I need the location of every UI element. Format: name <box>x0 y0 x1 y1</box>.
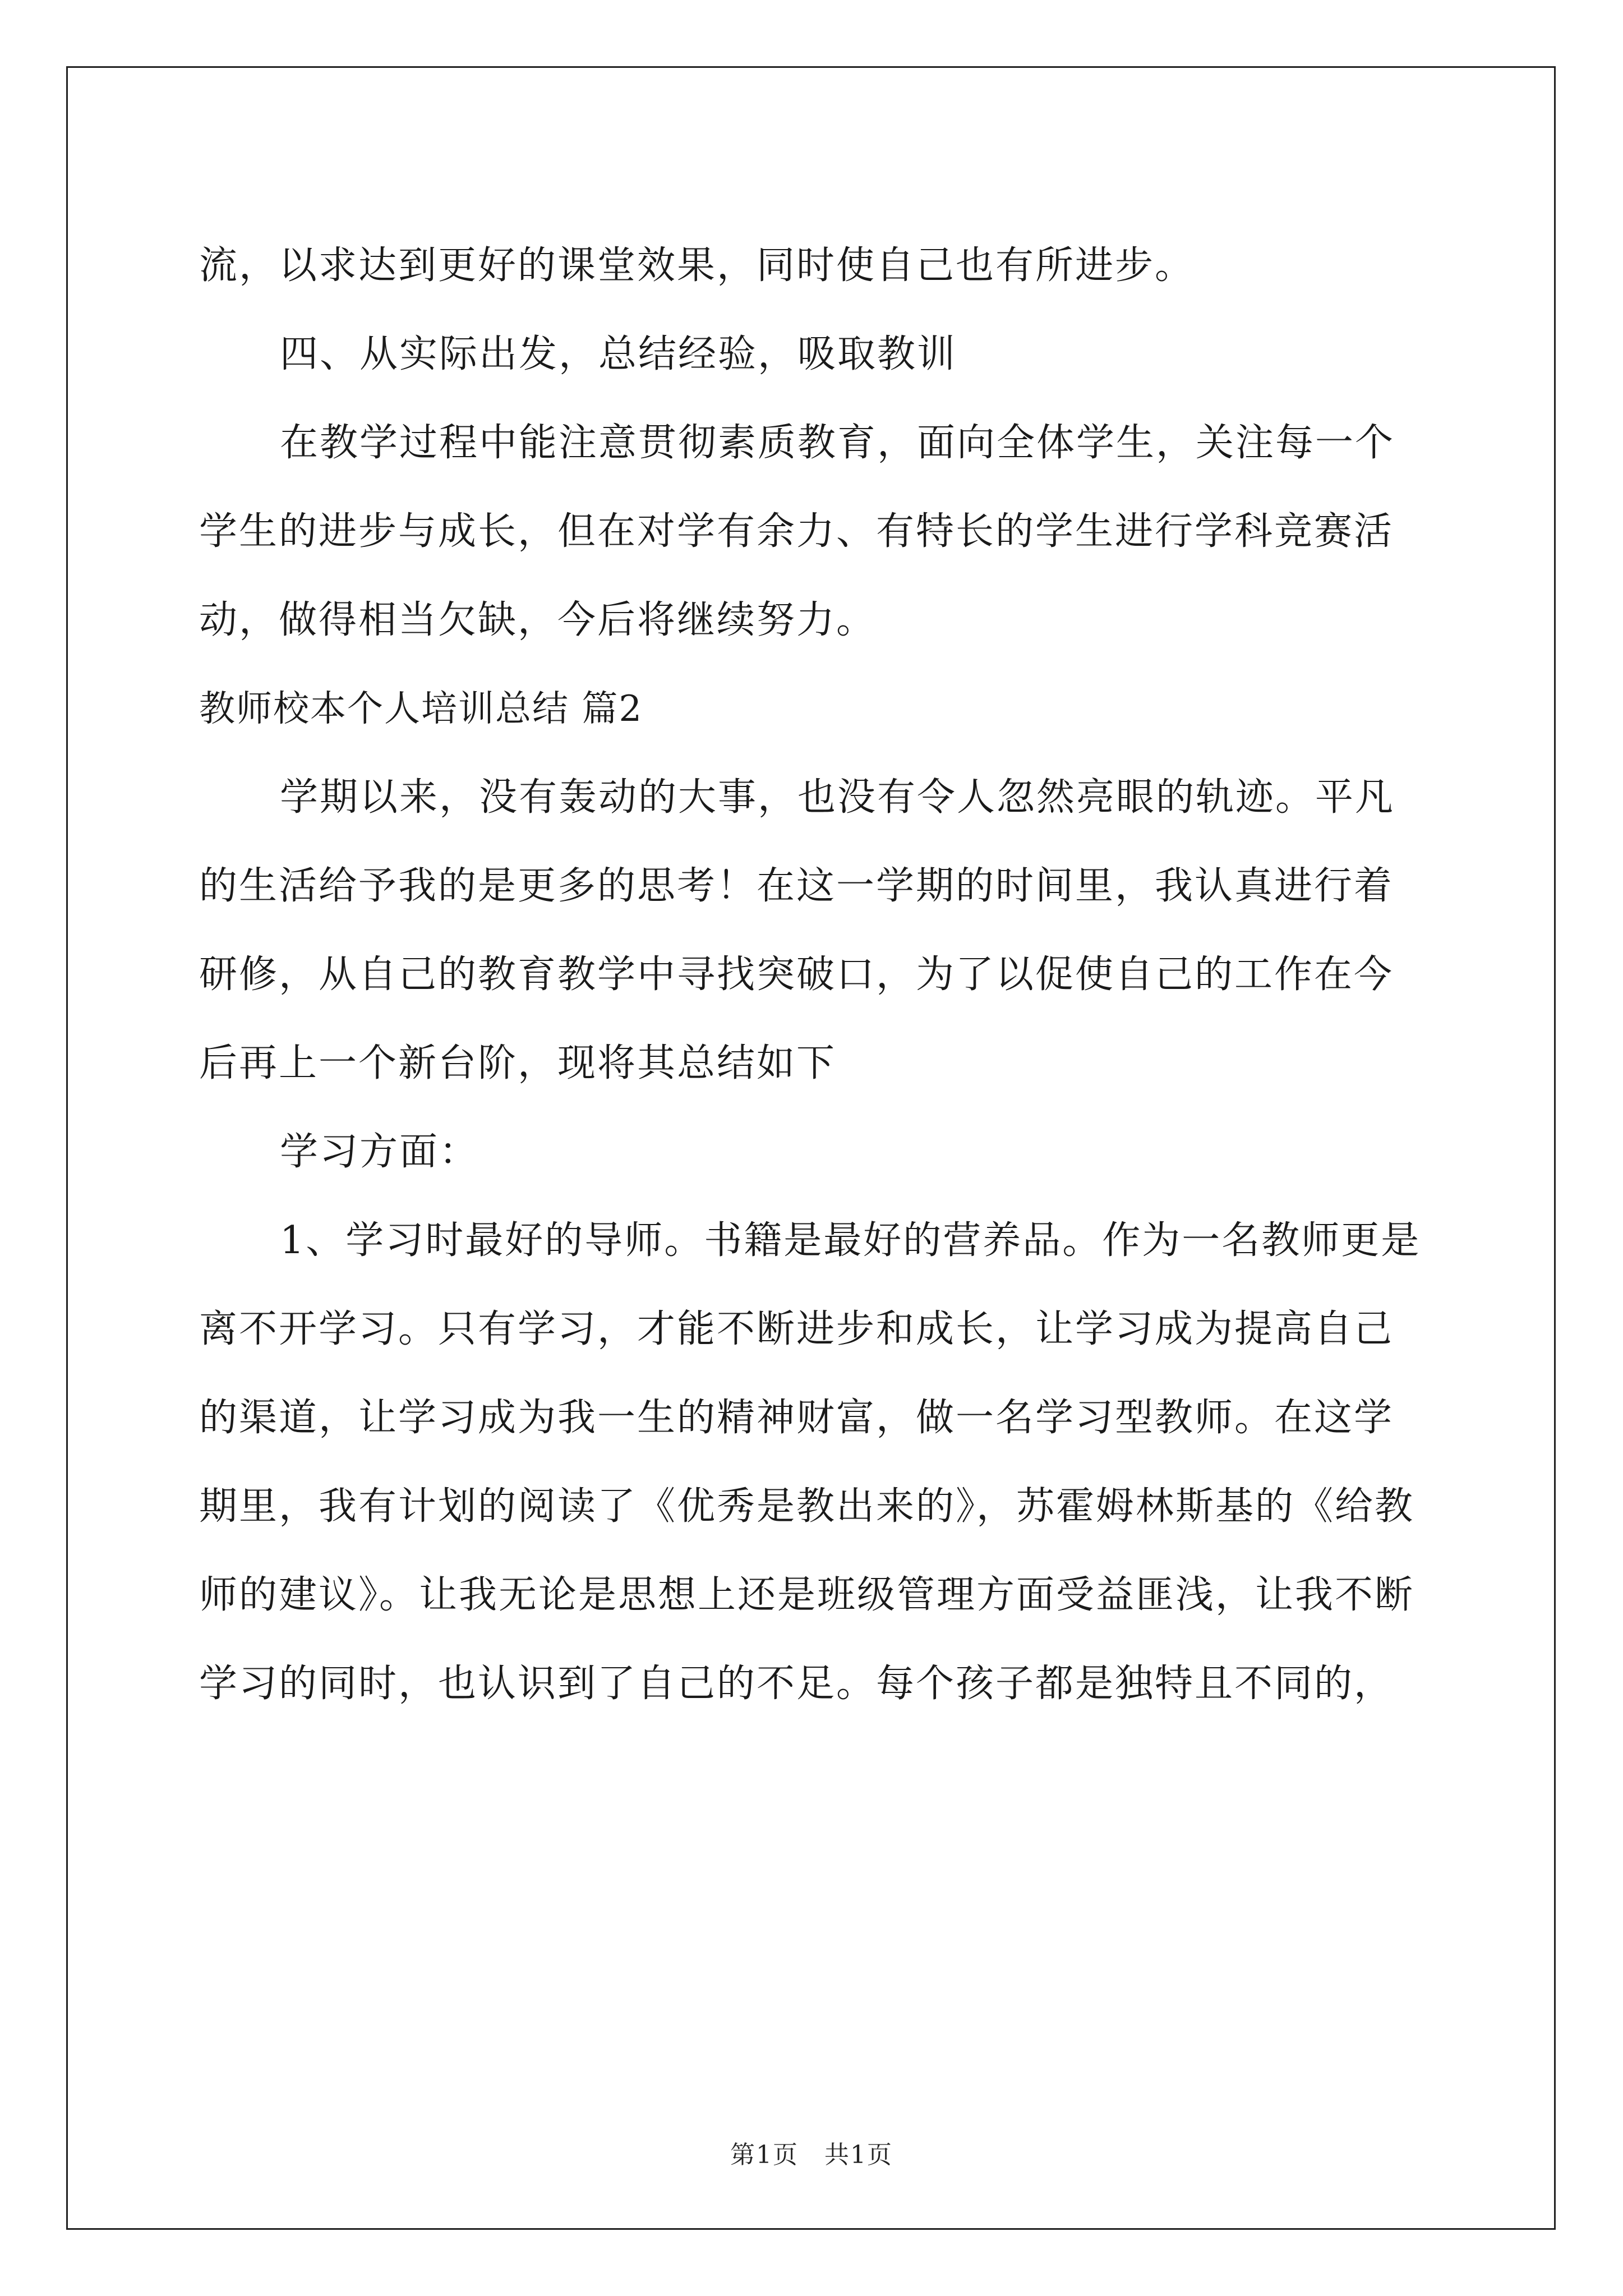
page-number-footer: 第1页 共1页 <box>730 2141 893 2169</box>
text-line: 期里，我有计划的阅读了《优秀是教出来的》，苏霍姆林斯基的《给教 <box>199 1484 1415 1529</box>
text-line: 在教学过程中能注意贯彻素质教育，面向全体学生，关注每一个 <box>280 421 1395 465</box>
text-line: 研修，从自己的教育教学中寻找突破口，为了以促使自己的工作在今 <box>199 953 1394 997</box>
text-line: 后再上一个新台阶，现将其总结如下 <box>199 1041 837 1085</box>
text-line: 学生的进步与成长，但在对学有余力、有特长的学生进行学科竞赛活 <box>199 509 1394 554</box>
text-line: 师的建议》。让我无论是思想上还是班级管理方面受益匪浅，让我不断 <box>199 1573 1415 1617</box>
text-line: 学期以来，没有轰动的大事，也没有令人忽然亮眼的轨迹。平凡 <box>280 775 1395 820</box>
text-line: 1、学习时最好的导师。书籍是最好的营养品。作为一名教师更是 <box>280 1218 1421 1263</box>
section-heading: 学习方面： <box>280 1130 479 1174</box>
text-line: 动，做得相当欠缺，今后将继续努力。 <box>199 598 877 642</box>
text-line: 的渠道，让学习成为我一生的精神财富，做一名学习型教师。在这学 <box>199 1396 1394 1440</box>
text-line: 离不开学习。只有学习，才能不断进步和成长，让学习成为提高自己 <box>199 1307 1394 1351</box>
text-line: 学习的同时，也认识到了自己的不足。每个孩子都是独特且不同的， <box>199 1662 1394 1706</box>
document-body <box>199 222 1424 1728</box>
text-line: 流，以求达到更好的课堂效果，同时使自己也有所进步。 <box>199 243 1195 288</box>
section-heading: 四、从实际出发，总结经验，吸取教训 <box>280 332 957 376</box>
text-line: 的生活给予我的是更多的思考！在这一学期的时间里，我认真进行着 <box>199 864 1394 908</box>
article-title: 教师校本个人培训总结 篇2 <box>199 688 643 730</box>
